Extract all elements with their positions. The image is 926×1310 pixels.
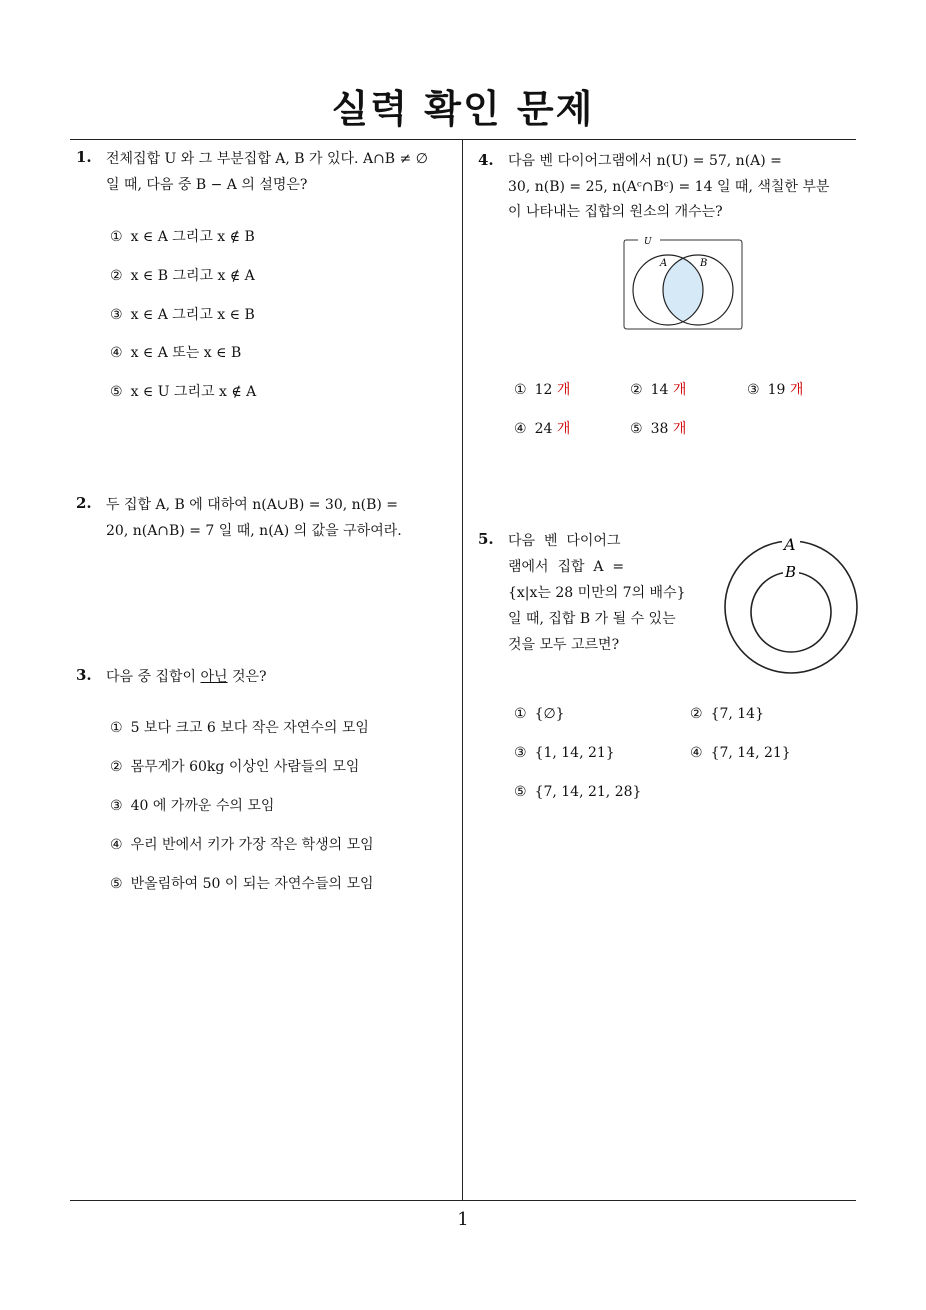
option-mark: ① xyxy=(110,229,123,245)
option-unit: 개 xyxy=(789,382,804,398)
option-text: {∅} xyxy=(534,706,565,722)
answer-option[interactable] xyxy=(514,379,570,399)
answer-option[interactable] xyxy=(630,418,686,438)
option-number: 19 xyxy=(767,382,786,398)
option-number: 24 xyxy=(534,421,553,437)
answer-option[interactable] xyxy=(690,745,791,761)
option-mark: ① xyxy=(110,720,123,736)
question-text-line: 30, n(B) = 25, n(Aᶜ∩Bᶜ) = 14 일 때, 색칠한 부분 xyxy=(508,179,830,195)
question-text-line xyxy=(106,664,267,690)
option-text: {1, 14, 21} xyxy=(534,745,615,761)
option-text: {7, 14, 21} xyxy=(710,745,791,761)
option-text: 몸무게가 60kg 이상인 사람들의 모임 xyxy=(130,759,360,775)
footer-divider xyxy=(70,1200,856,1201)
option-mark: ③ xyxy=(514,745,527,761)
answer-option[interactable] xyxy=(110,226,255,246)
option-mark: ② xyxy=(630,382,643,398)
option-mark: ⑤ xyxy=(630,421,643,437)
option-mark: ① xyxy=(514,382,527,398)
option-text: x ∈ B 그리고 x ∉ A xyxy=(130,268,255,284)
question-number: 2. xyxy=(76,494,92,512)
question-text: 것은? xyxy=(227,669,267,685)
answer-option[interactable] xyxy=(514,784,641,800)
question-text-line: 이 나타내는 집합의 원소의 개수는? xyxy=(508,204,723,220)
question-text-line: 다음 벤 다이어그 xyxy=(508,533,621,549)
underlined-word: 아닌 xyxy=(200,669,228,685)
nested-set-diagram xyxy=(720,532,862,674)
set-a-outer-circle xyxy=(725,541,857,673)
venn-label-a: A xyxy=(660,258,668,269)
option-number: 12 xyxy=(534,382,553,398)
option-mark: ② xyxy=(110,268,123,284)
option-mark: ② xyxy=(110,759,123,775)
option-unit: 개 xyxy=(556,382,571,398)
question-text-line: 전체집합 U 와 그 부분집합 A, B 가 있다. A∩B ≠ ∅ xyxy=(106,151,428,167)
option-mark: ③ xyxy=(110,798,123,814)
option-unit: 개 xyxy=(672,382,687,398)
answer-option[interactable] xyxy=(747,379,803,399)
answer-option[interactable] xyxy=(514,706,565,722)
answer-option[interactable] xyxy=(110,304,255,324)
option-text: x ∈ A 그리고 x ∈ B xyxy=(130,307,255,323)
option-text: 반올림하여 50 이 되는 자연수들의 모임 xyxy=(130,876,374,892)
column-divider xyxy=(462,140,463,1201)
option-mark: ④ xyxy=(110,345,123,361)
option-mark: ⑤ xyxy=(110,876,123,892)
question-text-line: {x|x는 28 미만의 7의 배수} xyxy=(508,585,686,601)
option-unit: 개 xyxy=(556,421,571,437)
set-b-inner-circle xyxy=(751,572,831,652)
option-mark: ⑤ xyxy=(110,384,123,400)
option-text: 우리 반에서 키가 가장 작은 학생의 모임 xyxy=(130,837,374,853)
question-text-line: 20, n(A∩B) = 7 일 때, n(A) 의 값을 구하여라. xyxy=(106,523,402,539)
option-text: x ∈ A 또는 x ∈ B xyxy=(130,345,242,361)
option-text: 40 에 가까운 수의 모임 xyxy=(130,798,275,814)
answer-option[interactable] xyxy=(630,379,686,399)
question-text-line: 일 때, 집합 B 가 될 수 있는 xyxy=(508,611,676,627)
answer-option[interactable] xyxy=(110,381,256,401)
question-text: 다음 중 집합이 xyxy=(106,669,201,685)
diagram-label-b: B xyxy=(785,563,797,581)
option-mark: ④ xyxy=(690,745,703,761)
page-title: 실력 확인 문제 xyxy=(331,87,595,131)
header-divider xyxy=(70,139,856,140)
question-text-line: 것을 모두 고르면? xyxy=(508,637,620,653)
question-number: 5. xyxy=(478,530,494,548)
option-mark: ④ xyxy=(110,837,123,853)
question-number: 1. xyxy=(76,148,92,166)
question-text-line: 일 때, 다음 중 B − A 의 설명은? xyxy=(106,177,308,193)
question-text-line: 다음 벤 다이어그램에서 n(U) = 57, n(A) = xyxy=(508,153,782,169)
answer-option[interactable] xyxy=(514,418,570,438)
option-text: x ∈ A 그리고 x ∉ B xyxy=(130,229,255,245)
answer-option[interactable] xyxy=(110,873,374,893)
venn-diagram xyxy=(620,234,746,332)
option-text: 5 보다 크고 6 보다 작은 자연수의 모임 xyxy=(130,720,369,736)
answer-option[interactable] xyxy=(110,795,274,815)
answer-option[interactable] xyxy=(110,834,374,854)
option-number: 38 xyxy=(650,421,669,437)
option-mark: ⑤ xyxy=(514,784,527,800)
answer-option[interactable] xyxy=(110,342,241,362)
answer-option[interactable] xyxy=(110,756,359,776)
venn-label-b: B xyxy=(700,258,708,269)
option-text: x ∈ U 그리고 x ∉ A xyxy=(130,384,257,400)
option-text: {7, 14} xyxy=(710,706,764,722)
diagram-label-a: A xyxy=(784,535,796,554)
answer-option[interactable] xyxy=(110,717,369,737)
option-mark: ④ xyxy=(514,421,527,437)
option-mark: ③ xyxy=(747,382,760,398)
option-text: {7, 14, 21, 28} xyxy=(534,784,642,800)
option-mark: ② xyxy=(690,706,703,722)
answer-option[interactable] xyxy=(690,706,764,722)
question-text-line: 램에서 집합 A = xyxy=(508,559,625,575)
option-mark: ③ xyxy=(110,307,123,323)
venn-label-u: U xyxy=(644,237,652,247)
page-number: 1 xyxy=(457,1209,469,1230)
question-number: 4. xyxy=(478,151,494,169)
question-number: 3. xyxy=(76,666,92,684)
option-unit: 개 xyxy=(672,421,687,437)
option-number: 14 xyxy=(650,382,669,398)
answer-option[interactable] xyxy=(514,745,615,761)
answer-option[interactable] xyxy=(110,265,255,285)
option-mark: ① xyxy=(514,706,527,722)
question-text-line: 두 집합 A, B 에 대하여 n(A∪B) = 30, n(B) = xyxy=(106,497,399,513)
